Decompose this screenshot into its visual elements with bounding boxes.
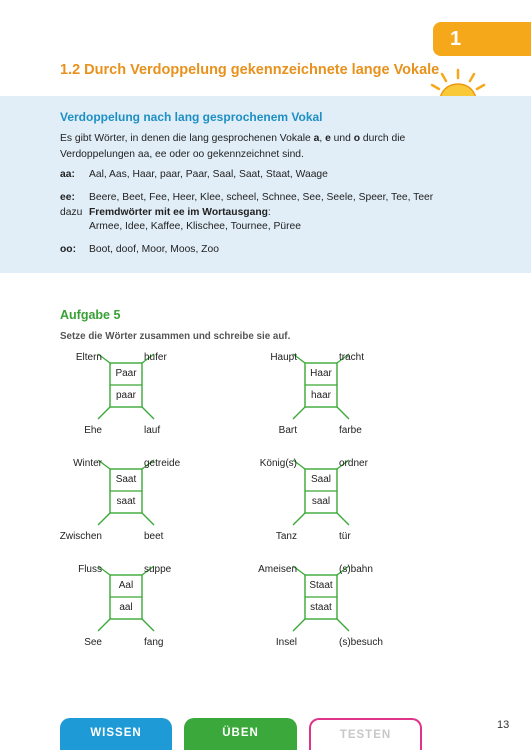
puzzle-center-top: Haar bbox=[310, 368, 332, 379]
task-title: Aufgabe 5 bbox=[60, 308, 121, 322]
testen-tab[interactable]: TESTEN bbox=[309, 718, 422, 750]
puzzle-center-box bbox=[110, 363, 142, 407]
oo-words: Boot, doof, Moor, Moos, Zoo bbox=[89, 244, 219, 255]
puzzle-word-top-right: (s)bahn bbox=[339, 564, 373, 575]
puzzle-center-top: Paar bbox=[115, 368, 137, 379]
puzzle-word-top-left: König(s) bbox=[259, 458, 297, 469]
puzzle-word-bottom-left: See bbox=[84, 637, 102, 648]
puzzle-center-box bbox=[305, 363, 337, 407]
puzzle-word-top-left: Winter bbox=[73, 458, 102, 469]
puzzle-word-top-left: Fluss bbox=[78, 564, 102, 575]
dazu-key: dazu bbox=[60, 207, 83, 218]
puzzle-center-bottom: haar bbox=[310, 390, 331, 401]
puzzle-center-bottom: aal bbox=[119, 602, 133, 613]
puzzle-word-bottom-right: tür bbox=[339, 531, 351, 542]
fremdwoerter-label: Fremdwörter mit ee im Wortausgang: bbox=[89, 207, 271, 218]
puzzle-center-bottom: paar bbox=[115, 390, 136, 401]
section-title: 1.2 Durch Verdoppelung gekennzeichnete lange Vokale bbox=[60, 62, 440, 78]
puzzle-word-bottom-left: Bart bbox=[278, 425, 297, 436]
puzzle-center-box bbox=[110, 575, 142, 619]
chapter-number-tab: 1 bbox=[433, 22, 531, 56]
puzzle-word-bottom-left: Tanz bbox=[275, 531, 297, 542]
puzzle-word-top-right: suppe bbox=[144, 564, 172, 575]
puzzle-word-top-left: Eltern bbox=[75, 352, 102, 363]
puzzle-word-bottom-left: Ehe bbox=[84, 425, 102, 436]
puzzle-center-top: Saal bbox=[310, 474, 331, 485]
puzzle-word-top-right: getreide bbox=[144, 458, 181, 469]
puzzle-word-bottom-right: farbe bbox=[339, 425, 362, 436]
word-puzzle bbox=[255, 346, 425, 440]
fremdwoerter-list: Armee, Idee, Kaffee, Klischee, Tournee, Püree bbox=[89, 221, 301, 232]
puzzle-word-top-left: Ameisen bbox=[258, 564, 297, 575]
aa-words: Aal, Aas, Haar, paar, Paar, Saal, Saat, Staat, Waage bbox=[89, 169, 328, 180]
puzzle-word-bottom-left: Zwischen bbox=[59, 531, 102, 542]
task-instruction: Setze die Wörter zusammen und schreibe sie auf. bbox=[60, 331, 291, 342]
word-puzzle bbox=[60, 346, 230, 440]
puzzle-word-bottom-left: Insel bbox=[275, 637, 297, 648]
info-intro: Es gibt Wörter, in denen die lang gesprochenen Vokale a, e und o durch die Verdoppelungen aa, ee oder oo gekennzeichnet sind. bbox=[60, 133, 406, 160]
puzzle-word-bottom-right: beet bbox=[144, 531, 164, 542]
puzzle-word-top-left: Haupt bbox=[270, 352, 297, 363]
ee-key: ee: bbox=[60, 192, 75, 203]
puzzle-word-top-right: tracht bbox=[339, 352, 365, 363]
puzzle-center-top: Staat bbox=[309, 580, 333, 591]
page-number: 13 bbox=[497, 719, 510, 731]
puzzle-center-box bbox=[305, 575, 337, 619]
puzzle-center-box bbox=[110, 469, 142, 513]
word-puzzle bbox=[60, 558, 230, 652]
puzzle-word-top-right: ordner bbox=[339, 458, 368, 469]
puzzle-center-bottom: saat bbox=[116, 496, 136, 507]
puzzle-word-bottom-right: (s)besuch bbox=[339, 637, 383, 648]
word-puzzle bbox=[255, 452, 425, 546]
oo-key: oo: bbox=[60, 244, 77, 255]
puzzle-center-bottom: staat bbox=[310, 602, 332, 613]
puzzle-word-top-right: hufer bbox=[144, 352, 167, 363]
aa-key: aa: bbox=[60, 169, 75, 180]
ueben-tab[interactable]: ÜBEN bbox=[184, 718, 297, 750]
puzzle-center-top: Aal bbox=[118, 580, 134, 591]
word-puzzle bbox=[255, 558, 425, 652]
puzzle-center-bottom: saal bbox=[311, 496, 331, 507]
puzzle-center-box bbox=[305, 469, 337, 513]
ee-words: Beere, Beet, Fee, Heer, Klee, scheel, Schnee, See, Seele, Speer, Tee, Teer bbox=[89, 192, 434, 203]
puzzle-word-bottom-right: lauf bbox=[144, 425, 161, 436]
word-puzzle bbox=[60, 452, 230, 546]
puzzle-word-bottom-right: fang bbox=[144, 637, 164, 648]
wissen-tab[interactable]: WISSEN bbox=[60, 718, 172, 750]
info-heading: Verdoppelung nach lang gesprochenem Vokal bbox=[60, 110, 323, 124]
puzzle-center-top: Saat bbox=[115, 474, 137, 485]
